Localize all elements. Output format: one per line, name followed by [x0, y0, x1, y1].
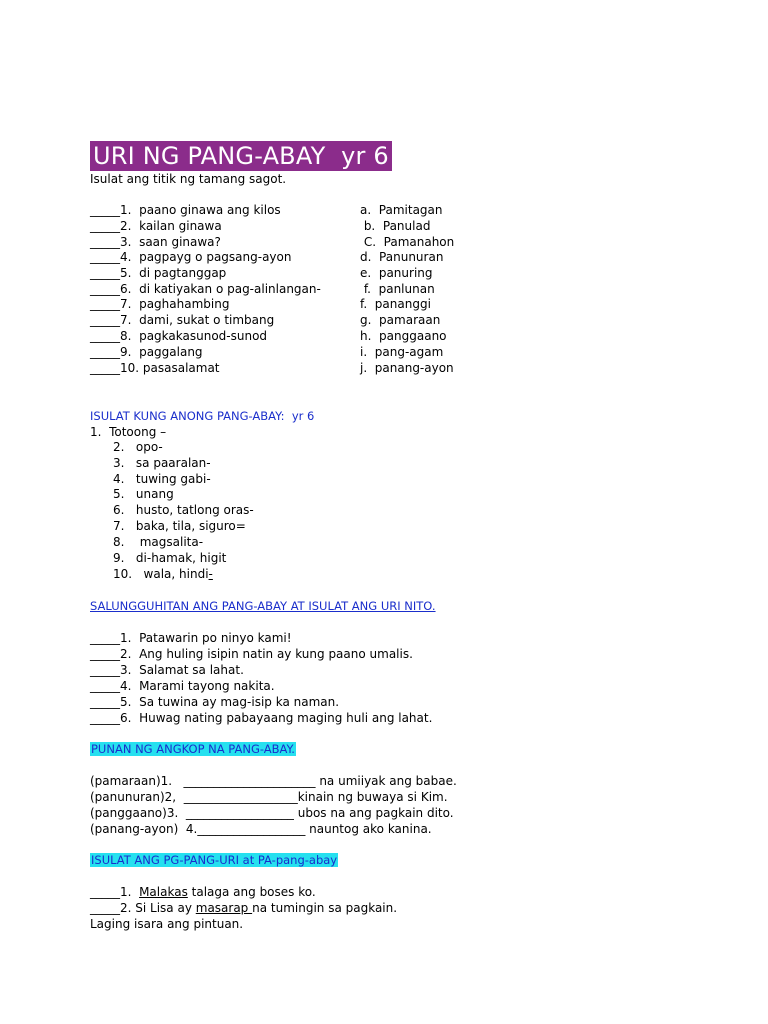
item-number: 4. [113, 472, 125, 486]
item-text: opo- [135, 440, 163, 454]
matching-choice: f. panlunan [360, 282, 435, 296]
matching-choice: h. panggaano [360, 329, 447, 343]
section2-item [113, 550, 226, 566]
section2-item [113, 566, 213, 582]
matching-item: _____2. kailan ginawa [90, 219, 222, 233]
item-suffix: talaga ang boses ko. [187, 885, 316, 899]
item-prefix: _____2. Si Lisa ay [90, 901, 196, 915]
item-number: 6. [113, 503, 125, 517]
item-text: wala, hindi [143, 567, 209, 581]
matching-choice: C. Pamanahon [360, 235, 455, 249]
matching-choice: f. pananggi [360, 297, 431, 311]
section4-heading-row [90, 741, 296, 757]
section3-item: _____3. Salamat sa lahat. [90, 663, 244, 677]
section5-item [90, 900, 397, 916]
instruction-text: Isulat ang titik ng tamang sagot. [90, 172, 287, 186]
matching-choice: d. Panunuran [360, 250, 444, 264]
section2-item [113, 502, 254, 518]
section4-heading: PUNAN NG ANGKOP NA PANG-ABAY. [91, 742, 295, 756]
matching-item: _____5. di pagtanggap [90, 266, 227, 280]
section2-item [113, 582, 121, 598]
section5-item [90, 884, 316, 900]
section2-item [113, 486, 174, 502]
item-text: sa paaralan- [135, 456, 211, 470]
section2-item [113, 439, 163, 455]
section2-item [113, 534, 203, 550]
item-number: 8. [113, 535, 125, 549]
worksheet-title: URI NG PANG-ABAY yr 6 [90, 141, 392, 171]
matching-choice: j. panang-ayon [360, 361, 454, 375]
matching-item: _____1. paano ginawa ang kilos [90, 203, 281, 217]
item-number: 2. [113, 440, 125, 454]
matching-item: _____7. paghahambing [90, 297, 230, 311]
matching-item: _____4. pagpayg o pagsang-ayon [90, 250, 292, 264]
item-underlined-word: Malakas [139, 885, 188, 899]
item-text: husto, tatlong oras- [135, 503, 254, 517]
matching-item: _____8. pagkakasunod-sunod [90, 329, 268, 343]
item-underlined-word: masarap [195, 901, 253, 915]
matching-choice: e. panuring [360, 266, 433, 280]
section2-heading: ISULAT KUNG ANONG PANG-ABAY: yr 6 [90, 409, 315, 423]
item-text: tuwing gabi- [135, 472, 211, 486]
section4-item: (pamaraan)1. ______________________ na umiiyak ang babae. [90, 774, 457, 788]
item-text: di-hamak, higit [135, 551, 227, 565]
section5-heading-row [90, 852, 338, 868]
section3-item: _____4. Marami tayong nakita. [90, 679, 275, 693]
section2-item [113, 455, 211, 471]
matching-choice: a. Pamitagan [360, 203, 443, 217]
section4-item: (panggaano)3. __________________ ubos na ang pagkain dito. [90, 806, 454, 820]
section5-item: Laging isara ang pintuan. [90, 917, 244, 931]
section2-first-item: 1. Totoong – [90, 425, 167, 439]
matching-choice: b. Panulad [360, 219, 431, 233]
item-number: 10. [113, 567, 133, 581]
section3-item: _____6. Huwag nating pabayaang maging huli ang lahat. [90, 711, 433, 725]
section2-item [113, 518, 246, 534]
item-number: 9. [113, 551, 125, 565]
matching-item: _____10. pasasalamat [90, 361, 220, 375]
item-prefix: _____1. [90, 885, 140, 899]
section4-item: (panunuran)2, ___________________kinain ng buwaya si Kim. [90, 790, 448, 804]
section3-heading: SALUNGGUHITAN ANG PANG-ABAY AT ISULAT ANG URI NITO. [90, 599, 436, 613]
matching-item: _____3. saan ginawa? [90, 235, 221, 249]
item-number: 7. [113, 519, 125, 533]
item-text: unang [135, 487, 174, 501]
section2-item [113, 471, 211, 487]
item-text: magsalita- [135, 535, 204, 549]
section3-item: _____5. Sa tuwina ay mag-isip ka naman. [90, 695, 340, 709]
item-number: 3. [113, 456, 125, 470]
item-tail-underlined: - [208, 567, 213, 581]
section3-item: _____1. Patawarin po ninyo kami! [90, 631, 292, 645]
item-number: 5. [113, 487, 125, 501]
section4-item: (panang-ayon) 4.__________________ nauntog ako kanina. [90, 822, 432, 836]
matching-item: _____6. di katiyakan o pag-alinlangan- [90, 282, 321, 296]
matching-item: _____7. dami, sukat o timbang [90, 313, 275, 327]
item-suffix: na tumingin sa pagkain. [252, 901, 398, 915]
section3-item: _____2. Ang huling isipin natin ay kung paano umalis. [90, 647, 413, 661]
item-text: baka, tila, siguro= [135, 519, 246, 533]
section5-heading: ISULAT ANG PG-PANG-URI at PA-pang-abay [91, 853, 338, 867]
matching-choice: i. pang-agam [360, 345, 444, 359]
matching-item: _____9. paggalang [90, 345, 203, 359]
matching-choice: g. pamaraan [360, 313, 441, 327]
